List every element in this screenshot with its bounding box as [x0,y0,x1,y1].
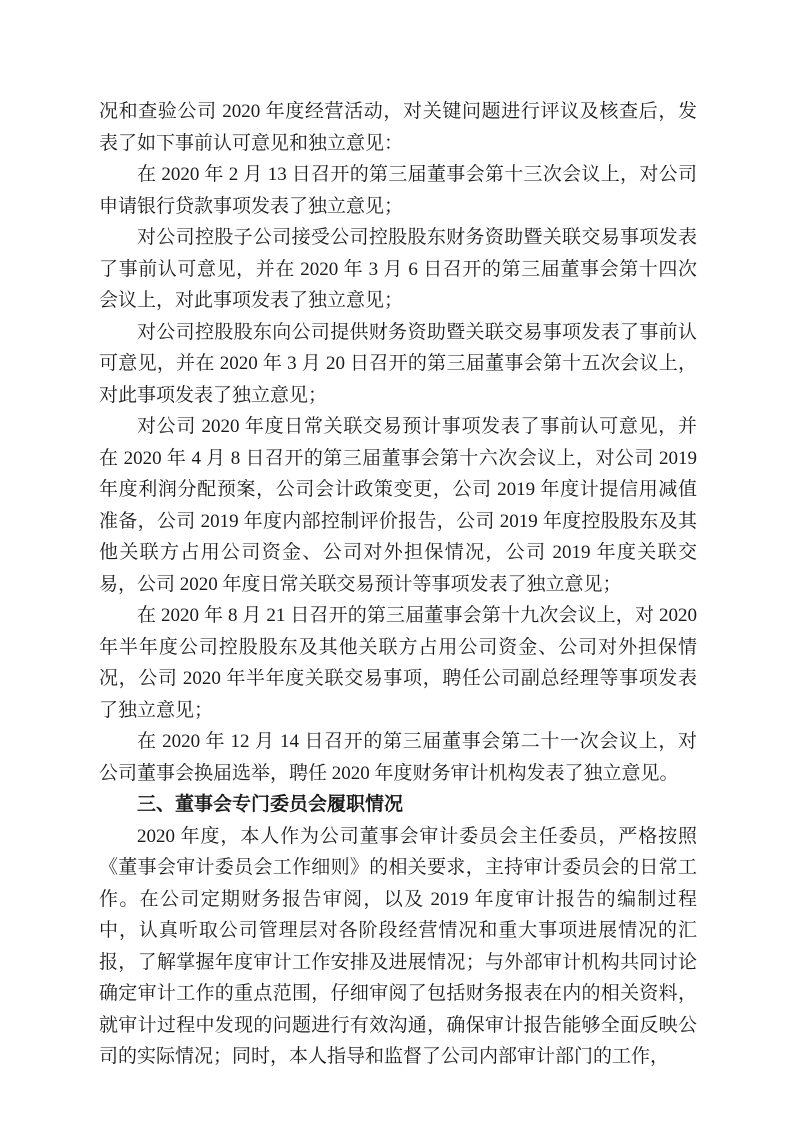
paragraph-meeting-13th: 在 2020 年 2 月 13 日召开的第三届董事会第十三次会议上，对公司申请银行贷款事项发表了独立意见； [99,164,697,217]
paragraph-meeting-19th: 在 2020 年 8 月 21 日召开的第三届董事会第十九次会议上，对 2020 年半年度公司控股股东及其他关联方占用公司资金、公司对外担保情况，公司 2020 年半年度关联交易事项，聘任公司副总经理等事项发表了独立意见； [99,605,697,721]
paragraph-continuation: 况和查验公司 2020 年度经营活动，对关键问题进行评议及核查后，发表了如下事前认可意见和独立意见： [99,101,697,154]
paragraph-meeting-15th: 对公司控股股东向公司提供财务资助暨关联交易事项发表了事前认可意见，并在 2020 年 3 月 20 日召开的第三届董事会第十五次会议上，对此事项发表了独立意见； [99,321,697,406]
paragraph-audit-committee-work: 2020 年度，本人作为公司董事会审计委员会主任委员，严格按照《董事会审计委员会工作细则》的相关要求，主持审计委员会的日常工作。在公司定期财务报告审阅，以及 2019 年度审计报告的编制过程中，认真听取公司管理层对各阶段经营情况和重大事项进展情况的汇报，了解掌握年度审计工作安排及进展情况；与外部审计机构共同讨论确定审计工作的重点范围，仔细审阅了包括财务报表在内的相关资料，就审计过程中发现的问题进行有效沟通，确保审计报告能够全面反映公司的实际情况；同时，本人指导和监督了公司内部审计部门的工作， [99,825,697,1067]
section-heading-committee-duties: 三、董事会专门委员会履职情况 [137,794,404,815]
paragraph-meeting-21st: 在 2020 年 12 月 14 日召开的第三届董事会第二十一次会议上，对公司董事会换届选举，聘任 2020 年度财务审计机构发表了独立意见。 [99,731,697,784]
paragraph-meeting-14th: 对公司控股子公司接受公司控股股东财务资助暨关联交易事项发表了事前认可意见，并在 2020 年 3 月 6 日召开的第三届董事会第十四次会议上，对此事项发表了独立意见； [99,227,697,311]
document-body [99,96,697,1073]
paragraph-meeting-16th: 对公司 2020 年度日常关联交易预计事项发表了事前认可意见，并在 2020 年 4 月 8 日召开的第三届董事会第十六次会议上，对公司 2019 年度利润分配预案，公司会计政策变更，公司 2019 年度计提信用减值准备，公司 2019 年度内部控制评价报告，公司 2019 年度控股股东及其他关联方占用公司资金、公司对外担保情况，公司 2019 年度关联交易，公司 2020 年度日常关联交易预计等事项发表了独立意见； [99,416,697,595]
